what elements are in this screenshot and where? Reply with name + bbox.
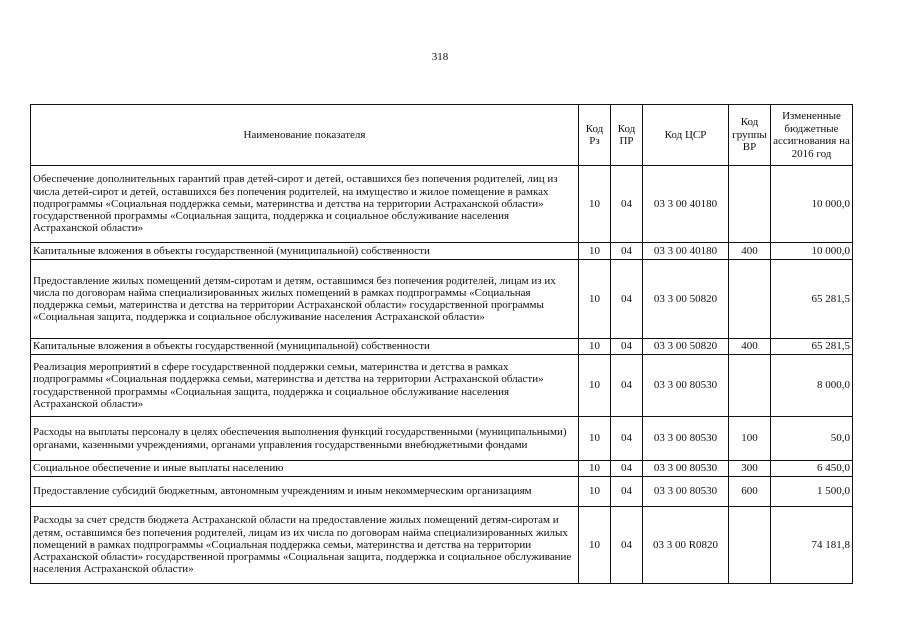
page-number: 318 xyxy=(431,51,449,63)
row-csr: 03 3 00 80530 xyxy=(643,417,729,461)
row-vr: 400 xyxy=(729,339,771,355)
row-vr: 600 xyxy=(729,477,771,507)
row-rz: 10 xyxy=(579,260,611,339)
row-amount: 65 281,5 xyxy=(771,339,853,355)
row-pr: 04 xyxy=(611,417,643,461)
row-name: Капитальные вложения в объекты государственной (муниципальной) собственности xyxy=(31,339,579,355)
row-pr: 04 xyxy=(611,461,643,477)
row-amount: 8 000,0 xyxy=(771,355,853,417)
row-name: Предоставление субсидий бюджетным, автономным учреждениям и иным некоммерческим организациям xyxy=(31,477,579,507)
table-header-row xyxy=(31,105,853,166)
row-csr: 03 3 00 80530 xyxy=(643,355,729,417)
row-vr xyxy=(729,355,771,417)
row-rz: 10 xyxy=(579,243,611,260)
row-csr: 03 3 00 R0820 xyxy=(643,507,729,584)
table-row xyxy=(31,355,853,417)
row-pr: 04 xyxy=(611,355,643,417)
row-amount: 1 500,0 xyxy=(771,477,853,507)
row-csr: 03 3 00 50820 xyxy=(643,339,729,355)
row-rz: 10 xyxy=(579,339,611,355)
row-name: Реализация мероприятий в сфере государственной поддержки семьи, материнства и детства в рамках подпрограммы «Социальная поддержка семьи, материнства и детства на территории Астраханской области» государственной программы «Социальная защита, поддержка и социальное обслуживание населения Астраханской области» xyxy=(31,355,579,417)
header-csr: Код ЦСР xyxy=(643,105,729,166)
row-csr: 03 3 00 40180 xyxy=(643,166,729,243)
row-amount: 65 281,5 xyxy=(771,260,853,339)
row-vr xyxy=(729,507,771,584)
budget-table xyxy=(30,104,853,584)
table-row xyxy=(31,260,853,339)
header-name: Наименование показателя xyxy=(31,105,579,166)
row-name: Капитальные вложения в объекты государственной (муниципальной) собственности xyxy=(31,243,579,260)
row-pr: 04 xyxy=(611,507,643,584)
header-rz: Код Рз xyxy=(579,105,611,166)
row-rz: 10 xyxy=(579,507,611,584)
row-csr: 03 3 00 80530 xyxy=(643,461,729,477)
row-pr: 04 xyxy=(611,260,643,339)
header-amount: Измененные бюджетные ассигнования на 2016 год xyxy=(771,105,853,166)
table-row xyxy=(31,507,853,584)
row-vr: 300 xyxy=(729,461,771,477)
row-amount: 74 181,8 xyxy=(771,507,853,584)
table-row xyxy=(31,417,853,461)
table-row xyxy=(31,339,853,355)
row-rz: 10 xyxy=(579,417,611,461)
row-name: Социальное обеспечение и иные выплаты населению xyxy=(31,461,579,477)
row-pr: 04 xyxy=(611,339,643,355)
row-name: Предоставление жилых помещений детям-сиротам и детям, оставшимся без попечения родителей, лицам из их числа по договорам найма специализированных жилых помещений в рамках подпрограммы «Социальная поддержка семьи, материнства и детства на территории Астраханской области» государственной программы «Социальная защита, поддержка и социальное обслуживание населения Астраханской области» xyxy=(31,260,579,339)
row-name: Расходы за счет средств бюджета Астраханской области на предоставление жилых помещений детям-сиротам и детям, оставшимся без попечения родителей, лицам из их числа по договорам найма специализированных жилых помещений в рамках подпрограммы «Социальная поддержка семьи, материнства и детства на территории Астраханской области» государственной программы «Социальная защита, поддержка и социальное обслуживание населения Астраханской области» xyxy=(31,507,579,584)
row-vr: 100 xyxy=(729,417,771,461)
row-csr: 03 3 00 80530 xyxy=(643,477,729,507)
row-pr: 04 xyxy=(611,477,643,507)
row-pr: 04 xyxy=(611,243,643,260)
table-row xyxy=(31,477,853,507)
table-row xyxy=(31,461,853,477)
row-csr: 03 3 00 40180 xyxy=(643,243,729,260)
row-amount: 10 000,0 xyxy=(771,243,853,260)
row-amount: 6 450,0 xyxy=(771,461,853,477)
table-row xyxy=(31,243,853,260)
row-vr xyxy=(729,166,771,243)
row-name: Обеспечение дополнительных гарантий прав детей-сирот и детей, оставшихся без попечения родителей, лиц из числа детей-сирот и детей, оставшихся без попечения родителей, на имущество и жилое помещение в рамках подпрограммы «Социальная поддержка семьи, материнства и детства на территории Астраханской области» государственной программы «Социальная защита, поддержка и социальное обслуживание населения Астраханской области» xyxy=(31,166,579,243)
row-pr: 04 xyxy=(611,166,643,243)
row-vr xyxy=(729,260,771,339)
row-name: Расходы на выплаты персоналу в целях обеспечения выполнения функций государственными (муниципальными) органами, казенными учреждениями, органами управления государственными внебюджетными фондами xyxy=(31,417,579,461)
row-rz: 10 xyxy=(579,477,611,507)
table-row xyxy=(31,166,853,243)
row-amount: 10 000,0 xyxy=(771,166,853,243)
row-vr: 400 xyxy=(729,243,771,260)
header-vr: Код группы ВР xyxy=(729,105,771,166)
header-pr: Код ПР xyxy=(611,105,643,166)
row-amount: 50,0 xyxy=(771,417,853,461)
row-rz: 10 xyxy=(579,166,611,243)
row-rz: 10 xyxy=(579,461,611,477)
row-csr: 03 3 00 50820 xyxy=(643,260,729,339)
row-rz: 10 xyxy=(579,355,611,417)
